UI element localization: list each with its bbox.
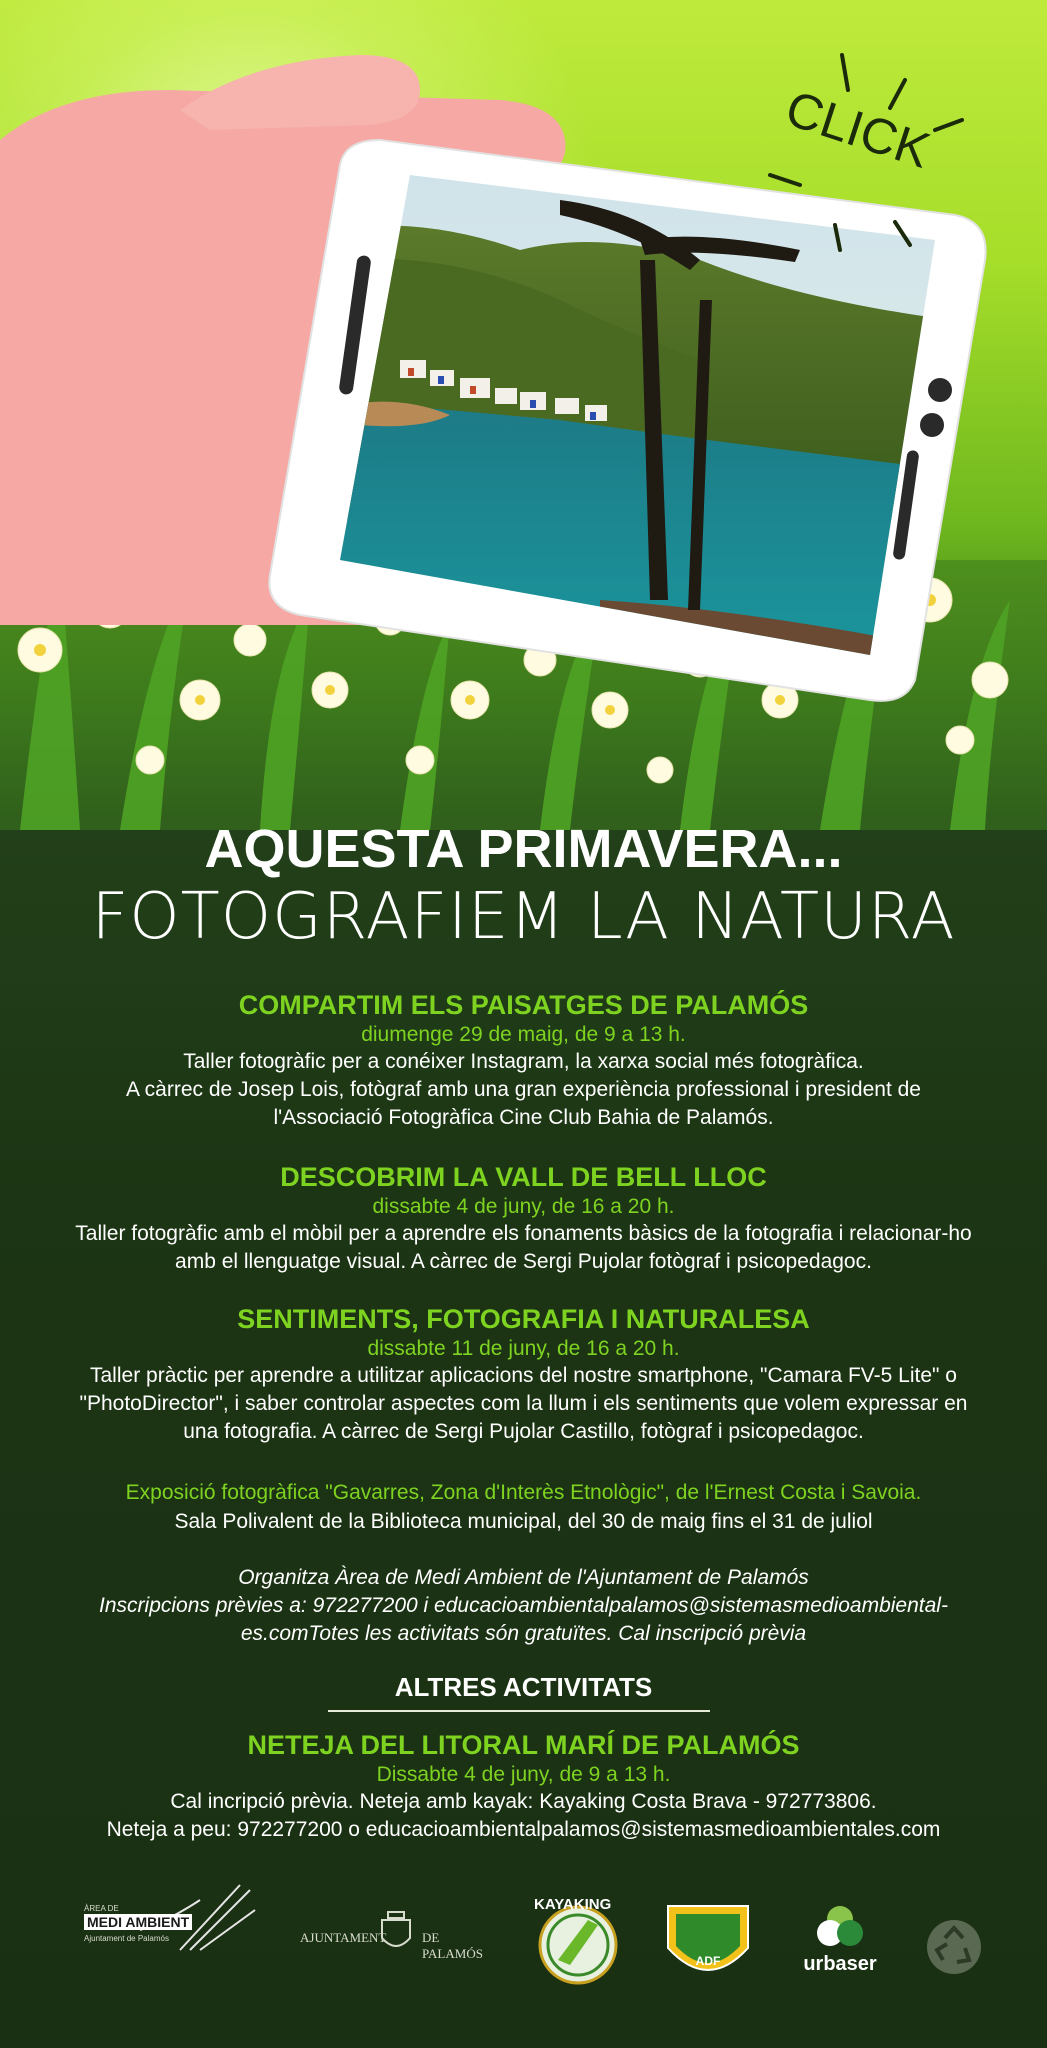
urbaser-label: urbaser [803, 1953, 877, 1975]
organizer-line: es.comTotes les activitats són gratuïtes. Cal inscripció prèvia [240, 1622, 807, 1645]
organizer-line: Organitza Àrea de Medi Ambient de l'Ajuntament de Palamós [238, 1566, 809, 1589]
section-date: dissabte 4 de juny, de 16 a 20 h. [372, 1195, 675, 1218]
ajuntament-right: DE PALAMÓS [422, 1930, 483, 1961]
adf-shield-icon [662, 1898, 754, 1990]
exhibition-title: Exposició fotogràfica "Gavarres, Zona d'Interès Etnològic", de l'Ernest Costa i Savoia. [125, 1481, 922, 1504]
other-title: NETEJA DEL LITORAL MARÍ DE PALAMÓS [247, 1730, 800, 1760]
headline-line1: AQUESTA PRIMAVERA... [204, 819, 843, 879]
divider [328, 1710, 710, 1712]
section-body-line: l'Associació Fotogràfica Cine Club Bahia de Palamós. [273, 1106, 774, 1129]
section-body-line: Taller fotogràfic amb el mòbil per a aprendre els fonaments bàsics de la fotografia i relacionar-ho [75, 1222, 972, 1245]
section-title: SENTIMENTS, FOTOGRAFIA I NATURALESA [237, 1304, 810, 1334]
medi-main: MEDI AMBIENT [84, 1914, 192, 1930]
other-activity [0, 1728, 1047, 1844]
headline-sub-block [0, 880, 1047, 954]
section-1 [0, 988, 1047, 1132]
organizer-block [0, 1564, 1047, 1648]
medi-ambient-logo [80, 1880, 260, 1960]
coat-of-arms-icon [378, 1910, 414, 1956]
other-heading: ALTRES ACTIVITATS [394, 1672, 653, 1702]
section-body-line: amb el llenguatge visual. A càrrec de Sergi Pujolar fotògraf i psicopedagoc. [175, 1250, 872, 1273]
other-heading-block [0, 1672, 1047, 1703]
adf-logo [662, 1898, 754, 1990]
organizer-line: Inscripcions prèvies a: 972277200 i educacioambientalpalamos@sistemasmedioambiental- [99, 1594, 948, 1617]
other-line: Cal incripció prèvia. Neteja amb kayak: Kayaking Costa Brava - 972773806. [170, 1790, 877, 1813]
phone-illustration [269, 140, 985, 701]
recycling-logo [925, 1918, 983, 1976]
ajuntament-left: AJUNTAMENT [300, 1930, 387, 1945]
urbaser-logo [790, 1905, 890, 1985]
hero-illustration [0, 0, 1047, 830]
section-date: diumenge 29 de maig, de 9 a 13 h. [361, 1023, 686, 1046]
section-body-line: Taller pràctic per aprendre a utilitzar aplicacions del nostre smartphone, "Camara FV-5 Lite" o [90, 1364, 957, 1387]
section-body-line: A càrrec de Josep Lois, fotògraf amb una gran experiència professional i president de [126, 1078, 921, 1101]
medi-top: ÀREA DE [84, 1904, 119, 1913]
exhibition-body: Sala Polivalent de la Biblioteca municipal, del 30 de maig fins el 31 de juliol [174, 1510, 873, 1533]
other-date: Dissabte 4 de juny, de 9 a 13 h. [376, 1763, 671, 1786]
adf-label: ADF [695, 1954, 721, 1968]
click-label: CLICK [779, 79, 937, 179]
section-body-line: una fotografia. A càrrec de Sergi Pujolar Castillo, fotògraf i psicopedagoc. [183, 1420, 864, 1443]
kayaking-label: KAYAKING [534, 1896, 612, 1913]
medi-sub: Ajuntament de Palamós [84, 1934, 169, 1943]
recycle-icon [925, 1918, 983, 1976]
headline-block [0, 818, 1047, 880]
section-date: dissabte 11 de juny, de 16 a 20 h. [367, 1337, 680, 1360]
kayaking-logo [528, 1890, 628, 1990]
exhibition-block [0, 1478, 1047, 1536]
section-2 [0, 1160, 1047, 1276]
section-title: DESCOBRIM LA VALL DE BELL LLOC [280, 1162, 767, 1192]
ajuntament-logo [300, 1900, 500, 1960]
section-title: COMPARTIM ELS PAISATGES DE PALAMÓS [238, 990, 809, 1020]
headline-line2: FOTOGRAFIEM LA NATURA [91, 880, 956, 954]
other-line: Neteja a peu: 972277200 o educacioambientalpalamos@sistemasmedioambientales.com [106, 1818, 941, 1841]
urbaser-circles-icon [814, 1905, 866, 1949]
section-3 [0, 1302, 1047, 1446]
section-body-line: "PhotoDirector", i saber controlar aspectes com la llum i els sentiments que volem expressar en [79, 1392, 968, 1415]
section-body-line: Taller fotogràfic per a conéixer Instagram, la xarxa social més fotogràfica. [183, 1050, 864, 1073]
